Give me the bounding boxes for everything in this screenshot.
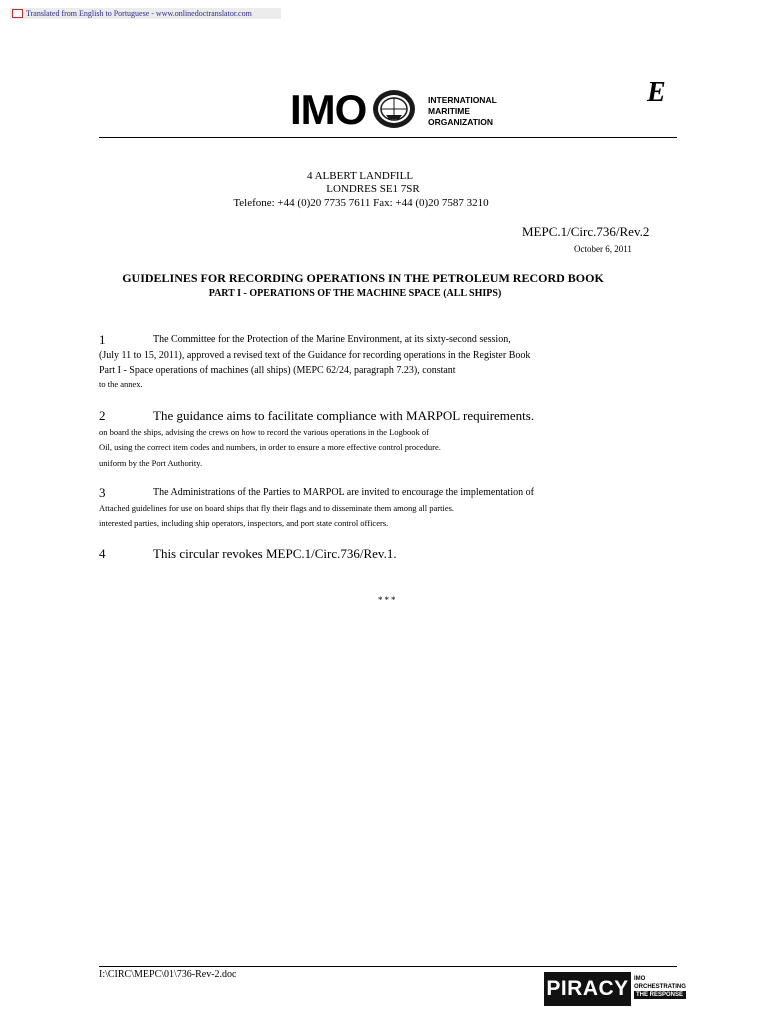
document-date: October 6, 2011 — [574, 244, 632, 254]
paragraph-text: Attached guidelines for use on board ships that fly their flags and to disseminate them among all parties. — [99, 503, 455, 513]
globe-emblem-icon — [372, 89, 416, 129]
header-rule — [99, 137, 677, 138]
paragraph-text: The guidance aims to facilitate compliance with MARPOL requirements. — [153, 408, 535, 423]
footer-file-path: I:\CIRC\MEPC\01\736-Rev-2.doc — [99, 969, 237, 980]
paragraph-text: The Committee for the Protection of the Marine Environment, at its sixty-second session, — [153, 334, 511, 345]
document-title: GUIDELINES FOR RECORDING OPERATIONS IN THE PETROLEUM RECORD BOOK — [122, 271, 604, 285]
paragraph-text: on board the ships, advising the crews on how to record the various operations in the Logbook of — [99, 427, 430, 437]
paragraph-text: The Administrations of the Parties to MARPOL are invited to encourage the implementation of — [153, 487, 534, 498]
logo-text: INTERNATIONAL MARITIME ORGANIZATION — [428, 95, 497, 127]
pdf-icon — [12, 9, 23, 18]
imo-logo — [290, 86, 522, 134]
address-phone: Telefone: +44 (0)20 7735 7611 Fax: +44 (0)20 7587 3210 — [233, 197, 489, 209]
logo-letters: IMO — [290, 86, 367, 133]
paragraph-text: Oil, using the correct item codes and numbers, in order to ensure a more effective control procedure. — [99, 442, 441, 452]
paragraph-text: interested parties, including ship operators, inspectors, and port state control officers. — [99, 518, 389, 528]
paragraph-number: 3 — [99, 485, 106, 500]
language-code: E — [647, 77, 666, 108]
paragraph-number: 4 — [99, 546, 106, 561]
address-line-1: 4 ALBERT LANDFILL — [306, 170, 414, 182]
paragraph-text: This circular revokes MEPC.1/Circ.736/Rev.1. — [153, 546, 397, 561]
document-subtitle: PART I - OPERATIONS OF THE MACHINE SPACE (ALL SHIPS) — [208, 288, 502, 299]
document-reference: MEPC.1/Circ.736/Rev.2 — [522, 224, 650, 239]
piracy-label: PIRACY — [546, 977, 629, 1000]
footer-rule — [99, 966, 677, 967]
paragraph-text: (July 11 to 15, 2011), approved a revised text of the Guidance for recording operations in the Register Book — [99, 350, 531, 361]
paragraph-text: Part I - Space operations of machines (all ships) (MEPC 62/24, paragraph 7.23), constant — [99, 365, 456, 376]
piracy-badge — [544, 972, 631, 1006]
paragraph-text: uniform by the Port Authority. — [99, 458, 203, 468]
piracy-logo — [544, 972, 686, 1006]
piracy-tagline: IMO ORCHESTRATING THE RESPONSE — [634, 976, 686, 998]
section-end-marker: *** — [378, 595, 398, 605]
paragraph-text: to the annex. — [99, 379, 143, 389]
translation-banner[interactable] — [10, 8, 281, 19]
paragraph-number: 2 — [99, 408, 106, 423]
paragraph-number: 1 — [99, 332, 106, 347]
banner-text: Translated from English to Portuguese - www.onlinedoctranslator.com — [26, 9, 252, 18]
address-line-2: LONDRES SE1 7SR — [326, 183, 420, 195]
